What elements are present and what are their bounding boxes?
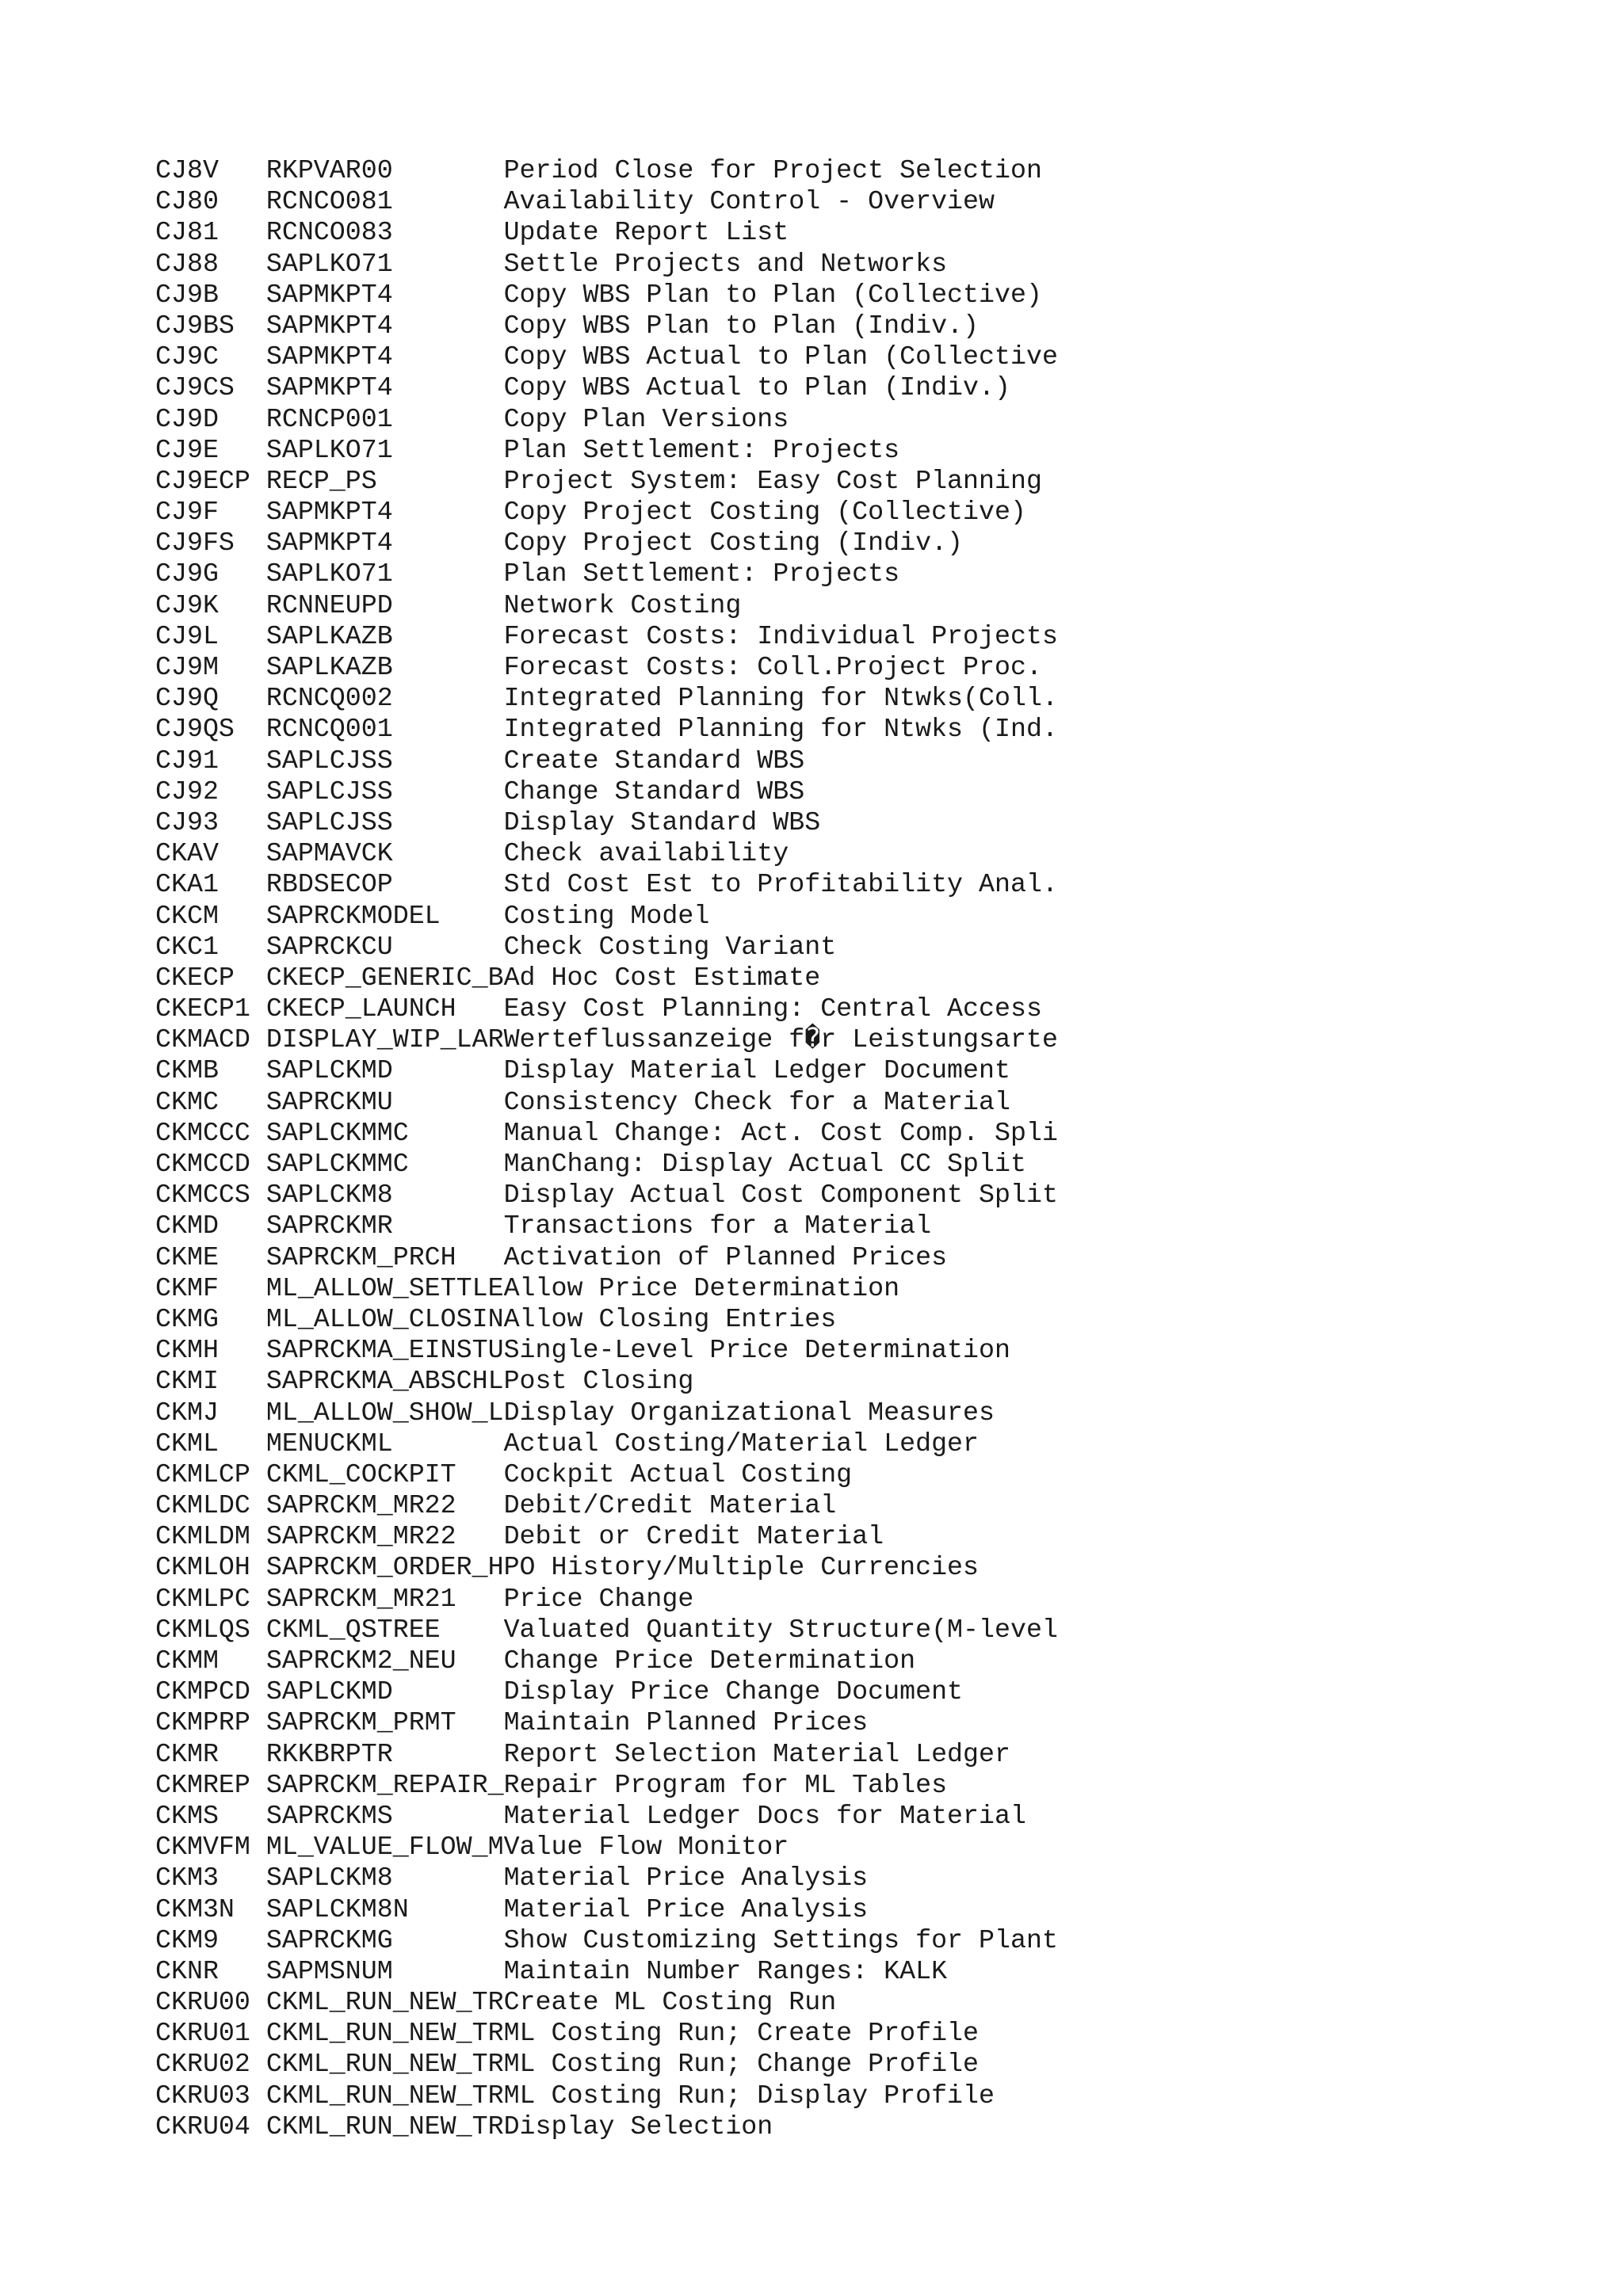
transaction-code: CKMLDC <box>155 1490 250 1521</box>
transaction-code: CKMC <box>155 1086 219 1117</box>
transaction-description: Settle Projects and Networks <box>503 248 948 279</box>
transaction-description: Debit/Credit Material <box>503 1490 837 1521</box>
transaction-code: CKML <box>155 1428 219 1459</box>
transaction-description: PO History/Multiple Currencies <box>503 1552 980 1583</box>
transaction-code: CKMM <box>155 1646 219 1676</box>
transaction-code: CKMLPC <box>155 1583 250 1614</box>
transaction-code-listing <box>155 155 1058 2142</box>
program-name: SAPLCKM8N <box>265 1894 409 1924</box>
transaction-code: CJ9CS <box>155 372 235 403</box>
listing-row <box>155 683 1058 714</box>
transaction-description: Display Material Ledger Document <box>503 1055 1010 1086</box>
transaction-description: Check availability <box>503 838 789 869</box>
transaction-description: Valuated Quantity Structure(M-level <box>503 1614 1058 1645</box>
transaction-code: CJ9B <box>155 279 219 310</box>
transaction-description: Copy WBS Actual to Plan (Indiv.) <box>503 372 1010 403</box>
transaction-code: CKMPCD <box>155 1676 250 1707</box>
transaction-code: CKMB <box>155 1055 219 1086</box>
transaction-code: CJ9FS <box>155 528 235 559</box>
listing-row <box>155 1242 1058 1273</box>
listing-row <box>155 1118 1058 1149</box>
transaction-code: CKM3 <box>155 1863 219 1894</box>
transaction-description: Maintain Number Ranges: KALK <box>503 1955 948 1986</box>
program-name: ML_ALLOW_SETTLE <box>265 1272 504 1303</box>
program-name: SAPMSNUM <box>265 1955 393 1986</box>
listing-row <box>155 1615 1058 1646</box>
program-name: SAPMKPT4 <box>265 279 393 310</box>
transaction-description: Activation of Planned Prices <box>503 1241 948 1272</box>
program-name: SAPLCKMD <box>265 1676 393 1707</box>
transaction-code: CJ91 <box>155 745 219 776</box>
transaction-description: Price Change <box>503 1583 694 1614</box>
transaction-code: CJ88 <box>155 248 219 279</box>
program-name: SAPLCKMMC <box>265 1117 409 1148</box>
transaction-code: CKMVFM <box>155 1832 250 1863</box>
program-name: SAPRCKMA_EINSTU <box>265 1335 504 1366</box>
program-name: CKML_QSTREE <box>265 1614 441 1645</box>
program-name: SAPMAVCK <box>265 838 393 869</box>
listing-row <box>155 217 1058 248</box>
program-name: SAPLKAZB <box>265 620 393 651</box>
transaction-code: CJ9C <box>155 341 219 372</box>
transaction-description: Consistency Check for a Material <box>503 1086 1010 1117</box>
listing-row <box>155 466 1058 497</box>
transaction-code: CKMLCP <box>155 1459 250 1489</box>
listing-row <box>155 280 1058 311</box>
program-name: RCNNEUPD <box>265 589 393 620</box>
listing-row <box>155 1273 1058 1304</box>
transaction-code: CKMG <box>155 1303 219 1334</box>
listing-row <box>155 714 1058 745</box>
transaction-description: Update Report List <box>503 217 789 248</box>
program-name: SAPLCKMMC <box>265 1149 409 1179</box>
transaction-code: CJ9F <box>155 497 219 528</box>
listing-row <box>155 994 1058 1024</box>
program-name: SAPRCKMA_ABSCHL <box>265 1366 504 1397</box>
listing-row <box>155 838 1058 869</box>
transaction-description: Availability Control - Overview <box>503 186 995 217</box>
transaction-code: CJ92 <box>155 776 219 807</box>
transaction-code: CJ9E <box>155 434 219 465</box>
transaction-code: CKMR <box>155 1738 219 1769</box>
program-name: CKML_RUN_NEW_TR <box>265 1987 504 2018</box>
transaction-description: Plan Settlement: Projects <box>503 559 900 589</box>
program-name: ML_VALUE_FLOW_M <box>265 1832 504 1863</box>
transaction-code: CJ9QS <box>155 714 235 745</box>
transaction-description: Material Price Analysis <box>503 1894 869 1924</box>
listing-row <box>155 1801 1058 1832</box>
transaction-description: Single-Level Price Determination <box>503 1335 1010 1366</box>
transaction-description: Copy Project Costing (Indiv.) <box>503 528 964 559</box>
program-name: SAPRCKM_PRMT <box>265 1707 456 1738</box>
listing-row <box>155 1676 1058 1707</box>
transaction-description: Display Price Change Document <box>503 1676 964 1707</box>
transaction-code: CJ8V <box>155 155 219 185</box>
transaction-description: Copy WBS Plan to Plan (Collective) <box>503 279 1042 310</box>
program-name: SAPLKO71 <box>265 248 393 279</box>
program-name: ML_ALLOW_SHOW_L <box>265 1397 504 1428</box>
transaction-code: CKRU01 <box>155 2018 250 2049</box>
program-name: SAPLCKM8 <box>265 1180 393 1211</box>
transaction-description: Period Close for Project Selection <box>503 155 1042 185</box>
listing-row <box>155 1552 1058 1583</box>
program-name: SAPMKPT4 <box>265 497 393 528</box>
listing-row <box>155 1770 1058 1801</box>
listing-row <box>155 1398 1058 1428</box>
transaction-description: Costing Model <box>503 900 710 931</box>
transaction-code: CKRU02 <box>155 2049 250 2080</box>
program-name: RCNCO081 <box>265 186 393 217</box>
listing-row <box>155 1832 1058 1863</box>
transaction-code: CKMACD <box>155 1024 250 1055</box>
listing-row <box>155 869 1058 900</box>
transaction-description: Transactions for a Material <box>503 1211 932 1241</box>
listing-row <box>155 1707 1058 1738</box>
transaction-code: CJ9K <box>155 589 219 620</box>
listing-row <box>155 1863 1058 1894</box>
program-name: SAPMKPT4 <box>265 372 393 403</box>
program-name: CKML_RUN_NEW_TR <box>265 2018 504 2049</box>
program-name: SAPLCJSS <box>265 745 393 776</box>
listing-row <box>155 311 1058 341</box>
transaction-code: CKECP <box>155 962 235 993</box>
listing-row <box>155 807 1058 838</box>
transaction-description: Integrated Planning for Ntwks (Ind. <box>503 714 1058 745</box>
program-name: CKML_RUN_NEW_TR <box>265 2080 504 2111</box>
transaction-code: CKMH <box>155 1335 219 1366</box>
listing-row <box>155 621 1058 652</box>
listing-row <box>155 901 1058 932</box>
listing-row <box>155 2049 1058 2080</box>
transaction-code: CJ93 <box>155 807 219 837</box>
program-name: RCNCO083 <box>265 217 393 248</box>
transaction-code: CKNR <box>155 1955 219 1986</box>
transaction-description: Create ML Costing Run <box>503 1987 837 2018</box>
transaction-code: CKMLDM <box>155 1521 250 1552</box>
transaction-description: Forecast Costs: Coll.Project Proc. <box>503 652 1042 682</box>
transaction-code: CKMPRP <box>155 1707 250 1738</box>
listing-row <box>155 590 1058 621</box>
transaction-description: Material Ledger Docs for Material <box>503 1800 1026 1831</box>
listing-row <box>155 1335 1058 1366</box>
program-name: CKECP_LAUNCH <box>265 994 456 1024</box>
program-name: SAPRCKM_MR21 <box>265 1583 456 1614</box>
transaction-code: CKMF <box>155 1272 219 1303</box>
transaction-description: Change Price Determination <box>503 1646 916 1676</box>
transaction-description: Change Standard WBS <box>503 776 805 807</box>
transaction-description: Display Actual Cost Component Split <box>503 1180 1058 1211</box>
program-name: RCNCQ001 <box>265 714 393 745</box>
listing-row <box>155 2018 1058 2049</box>
transaction-code: CKRU04 <box>155 2111 250 2142</box>
transaction-description: Werteflussanzeige f�r Leistungsarte <box>503 1024 1058 1055</box>
listing-row <box>155 372 1058 403</box>
program-name: SAPRCKMU <box>265 1086 393 1117</box>
listing-row <box>155 497 1058 528</box>
transaction-description: Check Costing Variant <box>503 931 837 962</box>
listing-row <box>155 776 1058 807</box>
listing-row <box>155 1024 1058 1055</box>
transaction-description: Maintain Planned Prices <box>503 1707 869 1738</box>
transaction-description: Actual Costing/Material Ledger <box>503 1428 980 1459</box>
listing-row <box>155 1149 1058 1180</box>
listing-row <box>155 155 1058 186</box>
transaction-code: CKRU03 <box>155 2080 250 2111</box>
listing-row <box>155 559 1058 589</box>
program-name: SAPMKPT4 <box>265 341 393 372</box>
program-name: RCNCQ002 <box>265 683 393 714</box>
transaction-description: Display Organizational Measures <box>503 1397 995 1428</box>
program-name: SAPLCKMD <box>265 1055 393 1086</box>
transaction-code: CKMD <box>155 1211 219 1241</box>
listing-row <box>155 1490 1058 1521</box>
listing-row <box>155 1180 1058 1211</box>
transaction-description: Material Price Analysis <box>503 1863 869 1894</box>
transaction-description: Display Standard WBS <box>503 807 821 837</box>
transaction-code: CJ9D <box>155 403 219 434</box>
transaction-description: Network Costing <box>503 589 742 620</box>
listing-row <box>155 2081 1058 2111</box>
listing-row <box>155 1646 1058 1676</box>
program-name: RKPVAR00 <box>265 155 393 185</box>
program-name: RCNCP001 <box>265 403 393 434</box>
program-name: SAPMKPT4 <box>265 528 393 559</box>
program-name: SAPRCKMODEL <box>265 900 441 931</box>
transaction-description: ManChang: Display Actual CC Split <box>503 1149 1026 1179</box>
listing-row <box>155 1211 1058 1241</box>
transaction-description: Repair Program for ML Tables <box>503 1769 948 1800</box>
transaction-description: Copy Project Costing (Collective) <box>503 497 1026 528</box>
transaction-code: CKMI <box>155 1366 219 1397</box>
program-name: SAPMKPT4 <box>265 310 393 341</box>
program-name: SAPRCKM_MR22 <box>265 1490 456 1521</box>
listing-row <box>155 435 1058 466</box>
transaction-code: CKA1 <box>155 869 219 900</box>
transaction-description: Plan Settlement: Projects <box>503 434 900 465</box>
transaction-description: ML Costing Run; Display Profile <box>503 2080 995 2111</box>
program-name: DISPLAY_WIP_LAR <box>265 1024 504 1055</box>
transaction-code: CKC1 <box>155 931 219 962</box>
program-name: RECP_PS <box>265 465 377 496</box>
program-name: SAPLKO71 <box>265 559 393 589</box>
transaction-description: Copy WBS Actual to Plan (Collective <box>503 341 1058 372</box>
transaction-description: Show Customizing Settings for Plant <box>503 1924 1058 1955</box>
program-name: SAPRCKM2_NEU <box>265 1646 456 1676</box>
transaction-description: Cockpit Actual Costing <box>503 1459 853 1489</box>
transaction-code: CJ81 <box>155 217 219 248</box>
transaction-code: CJ9BS <box>155 310 235 341</box>
transaction-description: Create Standard WBS <box>503 745 805 776</box>
program-name: CKML_RUN_NEW_TR <box>265 2111 504 2142</box>
transaction-description: Copy WBS Plan to Plan (Indiv.) <box>503 310 980 341</box>
listing-row <box>155 1894 1058 1925</box>
listing-row <box>155 1428 1058 1459</box>
transaction-description: Debit or Credit Material <box>503 1521 884 1552</box>
transaction-code: CKMCCD <box>155 1149 250 1179</box>
program-name: SAPLCJSS <box>265 807 393 837</box>
transaction-code: CJ9ECP <box>155 465 250 496</box>
program-name: SAPLKAZB <box>265 652 393 682</box>
transaction-code: CJ9L <box>155 620 219 651</box>
transaction-description: Forecast Costs: Individual Projects <box>503 620 1058 651</box>
program-name: MENUCKML <box>265 1428 393 1459</box>
listing-row <box>155 1366 1058 1397</box>
transaction-description: ML Costing Run; Create Profile <box>503 2018 980 2049</box>
listing-row <box>155 186 1058 217</box>
program-name: SAPRCKMS <box>265 1800 393 1831</box>
transaction-code: CKMJ <box>155 1397 219 1428</box>
listing-row <box>155 404 1058 435</box>
program-name: SAPLKO71 <box>265 434 393 465</box>
program-name: RBDSECOP <box>265 869 393 900</box>
listing-row <box>155 1055 1058 1086</box>
transaction-code: CJ9Q <box>155 683 219 714</box>
transaction-code: CKMLQS <box>155 1614 250 1645</box>
program-name: ML_ALLOW_CLOSIN <box>265 1303 504 1334</box>
transaction-description: Value Flow Monitor <box>503 1832 789 1863</box>
program-name: CKML_COCKPIT <box>265 1459 456 1489</box>
transaction-description: Project System: Easy Cost Planning <box>503 465 1042 496</box>
listing-row <box>155 963 1058 994</box>
listing-row <box>155 652 1058 683</box>
program-name: SAPRCKM_MR22 <box>265 1521 456 1552</box>
program-name: SAPRCKM_REPAIR_ <box>265 1769 504 1800</box>
transaction-code: CKMS <box>155 1800 219 1831</box>
transaction-code: CKME <box>155 1241 219 1272</box>
transaction-description: Report Selection Material Ledger <box>503 1738 1010 1769</box>
listing-row <box>155 1987 1058 2018</box>
transaction-code: CJ9M <box>155 652 219 682</box>
transaction-code: CKCM <box>155 900 219 931</box>
transaction-description: Easy Cost Planning: Central Access <box>503 994 1042 1024</box>
listing-row <box>155 1925 1058 1956</box>
listing-row <box>155 746 1058 776</box>
program-name: RKKBRPTR <box>265 1738 393 1769</box>
listing-row <box>155 249 1058 280</box>
listing-row <box>155 528 1058 559</box>
listing-row <box>155 1956 1058 1987</box>
listing-row <box>155 1584 1058 1615</box>
transaction-description: Manual Change: Act. Cost Comp. Spli <box>503 1117 1058 1148</box>
transaction-code: CKRU00 <box>155 1987 250 2018</box>
listing-row <box>155 1087 1058 1118</box>
transaction-description: Copy Plan Versions <box>503 403 789 434</box>
transaction-code: CKM3N <box>155 1894 235 1924</box>
listing-row <box>155 1459 1058 1490</box>
program-name: SAPRCKM_ORDER_H <box>265 1552 504 1583</box>
program-name: SAPLCJSS <box>265 776 393 807</box>
transaction-description: ML Costing Run; Change Profile <box>503 2049 980 2080</box>
transaction-description: Ad Hoc Cost Estimate <box>503 962 821 993</box>
transaction-code: CKMCCS <box>155 1180 250 1211</box>
transaction-description: Allow Closing Entries <box>503 1303 837 1334</box>
program-name: SAPRCKMR <box>265 1211 393 1241</box>
transaction-code: CKAV <box>155 838 219 869</box>
transaction-code: CKECP1 <box>155 994 250 1024</box>
program-name: SAPLCKM8 <box>265 1863 393 1894</box>
listing-row <box>155 1304 1058 1335</box>
program-name: CKECP_GENERIC_B <box>265 962 504 993</box>
transaction-code: CJ9G <box>155 559 219 589</box>
program-name: SAPRCKMG <box>265 1924 393 1955</box>
transaction-code: CJ80 <box>155 186 219 217</box>
listing-row <box>155 1521 1058 1552</box>
program-name: CKML_RUN_NEW_TR <box>265 2049 504 2080</box>
listing-row <box>155 2111 1058 2142</box>
transaction-code: CKMREP <box>155 1769 250 1800</box>
listing-row <box>155 341 1058 372</box>
listing-row <box>155 1739 1058 1770</box>
transaction-description: Display Selection <box>503 2111 773 2142</box>
transaction-description: Std Cost Est to Profitability Anal. <box>503 869 1058 900</box>
program-name: SAPRCKM_PRCH <box>265 1241 456 1272</box>
transaction-description: Integrated Planning for Ntwks(Coll. <box>503 683 1058 714</box>
transaction-code: CKM9 <box>155 1924 219 1955</box>
transaction-description: Post Closing <box>503 1366 694 1397</box>
program-name: SAPRCKCU <box>265 931 393 962</box>
transaction-code: CKMCCC <box>155 1117 250 1148</box>
transaction-description: Allow Price Determination <box>503 1272 900 1303</box>
listing-row <box>155 932 1058 963</box>
transaction-code: CKMLOH <box>155 1552 250 1583</box>
